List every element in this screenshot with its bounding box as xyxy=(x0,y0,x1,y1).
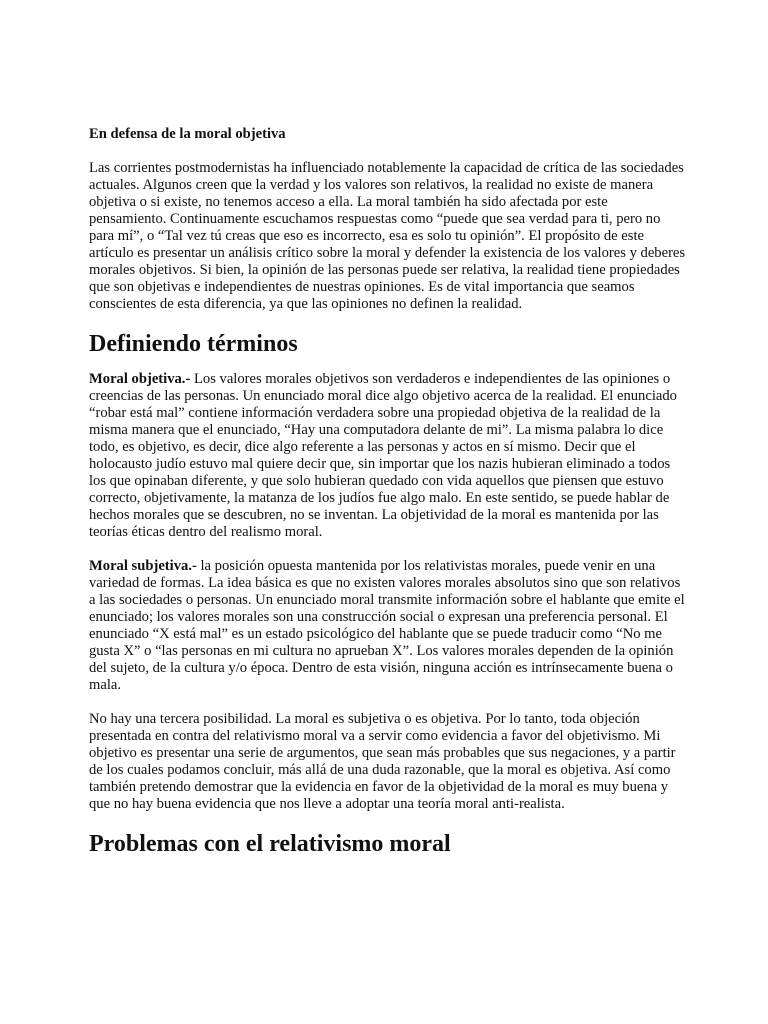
subjective-morality-term: Moral subjetiva.- xyxy=(89,558,197,574)
closing-paragraph: No hay una tercera posibilidad. La moral es subjetiva o es objetiva. Por lo tanto, toda objeción presentada en contra del relativismo moral va a servir como evidencia a favor del objetivismo. Mi objetivo es presentar una serie de argumentos, que sean más probables que sus negaciones, y a partir de los cuales podamos concluir, más allá de una duda razonable, que la moral es objetiva. Así como también pretendo demostrar que la evidencia en favor de la objetividad de la moral es muy buena y que no hay buena evidencia que nos lleve a adoptar una teoría moral anti-realista. xyxy=(89,711,676,812)
objective-morality-text: Los valores morales objetivos son verdaderos e independientes de las opiniones o creencias de las personas. Un enunciado moral dice algo objetivo acerca de la realidad. El enunciado “robar está mal” contiene información verdadera sobre una propiedad objetiva de la realidad de la misma manera que el enunciado, “Hay una computadora delante de mi”. La misma palabra lo dice todo, es objetivo, es decir, dice algo referente a las personas y actos en sí mismo. Decir que el holocausto judío estuvo mal quiere decir que, sin importar que los nazis hubieran eliminado a todos los que opinaban diferente, y que solo hubieran quedado con vida aquellos que piensen que estuvo correcto, objetivamente, la matanza de los judíos fue algo malo. En este sentido, se puede hablar de hechos morales que se descubren, no se inventan. La objetividad de la moral es mantenida por las teorías éticas dentro del realismo moral. xyxy=(89,371,677,540)
subjective-morality-text: la posición opuesta mantenida por los relativistas morales, puede venir en una variedad de formas. La idea básica es que no existen valores morales absolutos sino que son relativos a las sociedades o personas. Un enunciado moral transmite información sobre el hablante que emite el enunciado; los valores morales son una construcción social o expresan una preferencia personal. El enunciado “X está mal” es un estado psicológico del hablante que se puede traducir como “No me gusta X” o “las personas en mi cultura no aprueban X”. Los valores morales dependen de la opinión del sujeto, de la cultura y/o época. Dentro de esta visión, ninguna acción es intrínsecamente buena o mala. xyxy=(89,558,685,693)
section-heading-relativism-problems: Problemas con el relativismo moral xyxy=(89,831,451,857)
document-page xyxy=(89,126,687,871)
objective-morality-term: Moral objetiva.- xyxy=(89,371,191,387)
document-title: En defensa de la moral objetiva xyxy=(89,126,286,142)
section-heading-defining-terms: Definiendo términos xyxy=(89,331,298,357)
intro-paragraph: Las corrientes postmodernistas ha influenciado notablemente la capacidad de crítica de las sociedades actuales. Algunos creen que la verdad y los valores son relativos, la realidad no existe de manera objetiva o si existe, no tenemos acceso a ella. La moral también ha sido afectada por este pensamiento. Continuamente escuchamos respuestas como “puede que sea verdad para ti, pero no para mí”, o “Tal vez tú creas que eso es incorrecto, esa es solo tu opinión”. El propósito de este artículo es presentar un análisis crítico sobre la moral y defender la existencia de los valores y deberes morales objetivos. Si bien, la opinión de las personas puede ser relativa, la realidad tiene propiedades que son objetivas e independientes de nuestras opiniones. Es de vital importancia que seamos conscientes de esta diferencia, ya que las opiniones no definen la realidad. xyxy=(89,160,686,312)
subjective-morality-paragraph xyxy=(89,558,687,694)
objective-morality-paragraph xyxy=(89,371,687,541)
